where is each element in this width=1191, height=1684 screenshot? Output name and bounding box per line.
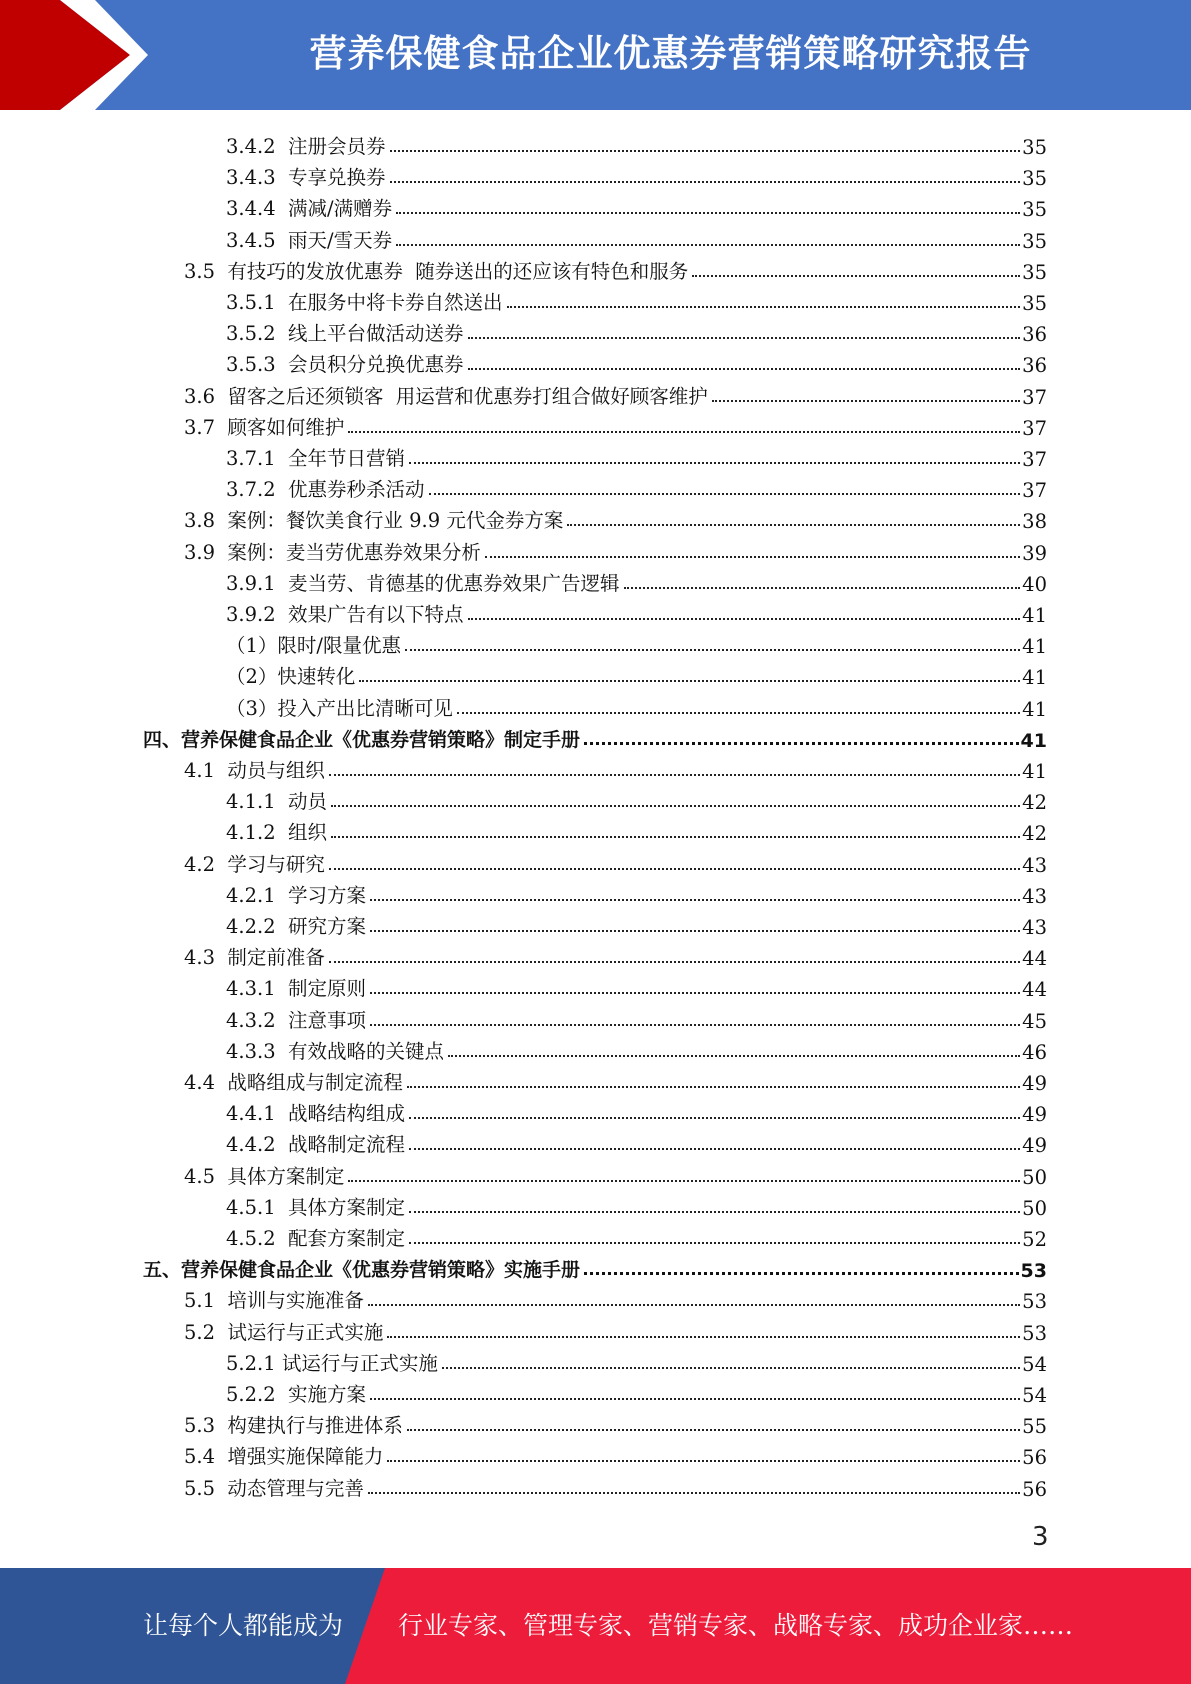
- toc-entry[interactable]: [184, 1158, 1047, 1189]
- toc-entry[interactable]: [184, 752, 1047, 783]
- toc-entry-title: 4.3 制定前准备: [184, 946, 325, 970]
- toc-entry-page: 56: [1022, 1477, 1047, 1501]
- toc-entry[interactable]: [143, 1251, 1047, 1282]
- toc-entry-page: 43: [1022, 884, 1047, 908]
- toc-dot-leader: [348, 1180, 1020, 1182]
- toc-entry-page: 53: [1022, 1290, 1047, 1314]
- toc-entry-title: 3.5 有技巧的发放优惠券 随券送出的还应该有特色和服务: [184, 259, 689, 283]
- toc-entry-page: 49: [1022, 1103, 1047, 1127]
- toc-dot-leader: [409, 1117, 1020, 1119]
- toc-dot-leader: [457, 712, 1020, 714]
- toc-entry-page: 36: [1022, 323, 1047, 347]
- toc-entry[interactable]: [184, 253, 1047, 284]
- toc-dot-leader: [396, 212, 1020, 214]
- toc-entry-title: 5.5 动态管理与完善: [184, 1476, 364, 1500]
- toc-dot-leader: [387, 1460, 1020, 1462]
- toc-entry[interactable]: [184, 502, 1047, 533]
- toc-dot-leader: [390, 150, 1021, 152]
- toc-dot-leader: [584, 1272, 1019, 1275]
- toc-entry[interactable]: [226, 471, 1047, 502]
- toc-entry-page: 37: [1022, 448, 1047, 471]
- toc-entry-page: 41: [1022, 760, 1047, 783]
- toc-entry-page: 42: [1022, 791, 1047, 815]
- toc-entry-page: 35: [1022, 260, 1047, 284]
- toc-entry[interactable]: [226, 1126, 1047, 1157]
- toc-dot-leader: [329, 774, 1020, 776]
- toc-entry-title: 4.5.2 配套方案制定: [226, 1227, 406, 1250]
- toc-entry[interactable]: [226, 877, 1047, 908]
- toc-entry-title: 5.3 构建执行与推进体系: [184, 1414, 403, 1438]
- toc-entry-title: 4.2.1 学习方案: [226, 883, 367, 907]
- toc-entry-page: 38: [1022, 510, 1047, 534]
- toc-dot-leader: [396, 244, 1020, 246]
- toc-entry-page: 44: [1022, 978, 1047, 1002]
- toc-entry[interactable]: [226, 908, 1047, 939]
- toc-entry-page: 56: [1022, 1446, 1047, 1470]
- toc-entry-title: 3.4.3 专享兑换券: [226, 166, 386, 190]
- toc-dot-leader: [390, 181, 1021, 183]
- toc-entry-title: 3.8 案例：餐饮美食行业 9.9 元代金券方案: [184, 509, 564, 533]
- toc-entry-title: 4.5.1 具体方案制定: [226, 1195, 406, 1219]
- toc-dot-leader: [468, 337, 1021, 339]
- toc-entry-page: 40: [1022, 572, 1047, 596]
- toc-entry[interactable]: [184, 378, 1047, 409]
- toc-entry-title: 3.9.2 效果广告有以下特点: [226, 603, 464, 626]
- toc-entry-page: 45: [1022, 1009, 1047, 1033]
- toc-entry[interactable]: [226, 1033, 1047, 1064]
- toc-entry-title: 4.4.1 战略结构组成: [226, 1102, 406, 1126]
- toc-entry-title: 3.7.2 优惠券秒杀活动: [226, 478, 425, 502]
- toc-entry[interactable]: [226, 1189, 1047, 1220]
- toc-entry[interactable]: [226, 1376, 1047, 1407]
- toc-entry-page: 54: [1022, 1352, 1047, 1376]
- toc-dot-leader: [692, 275, 1020, 277]
- toc-dot-leader: [442, 1367, 1020, 1369]
- toc-dot-leader: [370, 1024, 1020, 1026]
- toc-entry-page: 50: [1022, 1196, 1047, 1220]
- toc-entry[interactable]: [226, 284, 1047, 315]
- toc-entry-page: 35: [1022, 198, 1047, 222]
- toc-entry[interactable]: [184, 1282, 1047, 1313]
- toc-entry-title: 3.7 顾客如何维护: [184, 415, 345, 439]
- toc-entry-page: 41: [1022, 666, 1047, 690]
- toc-entry[interactable]: [226, 596, 1047, 627]
- toc-entry-title: 3.4.2 注册会员券: [226, 135, 386, 158]
- toc-entry-page: 36: [1022, 354, 1047, 378]
- toc-entry-page: 46: [1022, 1040, 1047, 1064]
- toc-entry-title: 4.1.2 组织: [226, 821, 328, 845]
- toc-dot-leader: [407, 1086, 1020, 1088]
- toc-entry[interactable]: [184, 939, 1047, 970]
- toc-entry-title: 4.1.1 动员: [226, 790, 328, 814]
- toc-entry[interactable]: [184, 534, 1047, 565]
- toc-entry-page: 37: [1022, 479, 1047, 503]
- toc-dot-leader: [387, 1336, 1020, 1338]
- toc-entry-page: 43: [1022, 853, 1047, 877]
- toc-dot-leader: [329, 868, 1020, 870]
- toc-entry[interactable]: [226, 222, 1047, 253]
- toc-entry[interactable]: [226, 346, 1047, 377]
- toc-dot-leader: [370, 930, 1020, 932]
- toc-entry[interactable]: [184, 1064, 1047, 1095]
- toc-entry[interactable]: [226, 627, 1047, 658]
- toc-entry-title: 3.5.3 会员积分兑换优惠券: [226, 353, 464, 377]
- toc-entry-page: 37: [1022, 385, 1047, 409]
- toc-dot-leader: [409, 1211, 1020, 1213]
- toc-entry-page: 35: [1022, 229, 1047, 253]
- toc-entry-title: 4.2 学习与研究: [184, 852, 325, 876]
- toc-entry[interactable]: [184, 409, 1047, 440]
- toc-dot-leader: [405, 649, 1020, 651]
- toc-dot-leader: [329, 961, 1020, 963]
- toc-entry-page: 37: [1022, 416, 1047, 440]
- toc-entry-title: 3.5.2 线上平台做活动送券: [226, 322, 464, 346]
- toc-dot-leader: [409, 1242, 1020, 1244]
- toc-dot-leader: [409, 462, 1020, 464]
- toc-dot-leader: [370, 1398, 1020, 1400]
- toc-entry-page: 41: [1022, 604, 1047, 627]
- toc-entry-page: 55: [1022, 1415, 1047, 1439]
- toc-entry-title: 5.4 增强实施保障能力: [184, 1445, 384, 1469]
- toc-entry-page: 44: [1022, 947, 1047, 971]
- toc-entry[interactable]: [226, 814, 1047, 845]
- toc-entry[interactable]: [226, 1002, 1047, 1033]
- toc-entry-title: 4.5 具体方案制定: [184, 1164, 345, 1188]
- toc-dot-leader: [370, 899, 1020, 901]
- toc-entry-title: 3.7.1 全年节日营销: [226, 447, 406, 470]
- toc-entry-title: 4.3.2 注意事项: [226, 1008, 367, 1032]
- toc-entry-page: 42: [1022, 822, 1047, 846]
- toc-dot-leader: [348, 431, 1020, 433]
- toc-entry[interactable]: [184, 1314, 1047, 1345]
- toc-entry-page: 49: [1022, 1134, 1047, 1158]
- toc-entry-page: 49: [1022, 1072, 1047, 1095]
- toc-entry-page: 41: [1022, 635, 1047, 659]
- toc-entry[interactable]: [184, 1470, 1047, 1501]
- toc-entry-title: 4.2.2 研究方案: [226, 915, 367, 938]
- toc-entry-title: 4.4 战略组成与制定流程: [184, 1071, 403, 1094]
- toc-entry-page: 54: [1022, 1384, 1047, 1407]
- toc-entry-title: 5.2.2 实施方案: [226, 1383, 367, 1406]
- toc-dot-leader: [331, 805, 1020, 807]
- toc-dot-leader: [368, 1304, 1020, 1306]
- toc-entry-title: 4.3.1 制定原则: [226, 977, 367, 1001]
- toc-entry[interactable]: [226, 1095, 1047, 1126]
- toc-dot-leader: [368, 1492, 1020, 1494]
- page-number: 3: [1032, 1522, 1049, 1552]
- toc-entry[interactable]: [184, 1407, 1047, 1438]
- toc-entry[interactable]: [226, 565, 1047, 596]
- toc-entry-page: 35: [1022, 167, 1047, 191]
- toc-entry[interactable]: [226, 315, 1047, 346]
- toc-entry-title: （1）限时/限量优惠: [226, 634, 401, 658]
- toc-dot-leader: [407, 1429, 1020, 1431]
- toc-entry[interactable]: [226, 440, 1047, 471]
- toc-entry-page: 35: [1022, 136, 1047, 159]
- toc-entry[interactable]: [226, 159, 1047, 190]
- toc-dot-leader: [624, 587, 1021, 589]
- toc-dot-leader: [567, 524, 1020, 526]
- toc-entry-title: 3.9 案例：麦当劳优惠券效果分析: [184, 540, 481, 564]
- toc-dot-leader: [370, 992, 1020, 994]
- toc-entry-page: 35: [1022, 292, 1047, 315]
- toc-entry[interactable]: [184, 1438, 1047, 1469]
- toc-entry-title: 3.4.4 满减/满赠券: [226, 197, 393, 221]
- toc-entry-title: 四、营养保健食品企业《优惠券营销策略》制定手册: [143, 728, 581, 751]
- toc-entry-title: 3.6 留客之后还须锁客 用运营和优惠券打组合做好顾客维护: [184, 384, 708, 408]
- footer-tagline: 行业专家、管理专家、营销专家、战略专家、成功企业家……: [398, 1611, 1074, 1640]
- toc-entry[interactable]: [143, 721, 1047, 752]
- footer-slogan: 让每个人都能成为: [143, 1611, 344, 1640]
- toc-entry-page: 43: [1022, 916, 1047, 939]
- toc-entry-title: 3.9.1 麦当劳、肯德基的优惠券效果广告逻辑: [226, 571, 620, 595]
- toc-entry-title: 3.4.5 雨天/雪天券: [226, 228, 393, 252]
- toc-entry-page: 41: [1020, 729, 1047, 752]
- toc-dot-leader: [331, 836, 1020, 838]
- toc-entry-title: 4.1 动员与组织: [184, 759, 325, 782]
- document-title: 营养保健食品企业优惠券营销策略研究报告: [309, 32, 1032, 75]
- toc-dot-leader: [359, 680, 1020, 682]
- toc-entry-title: 5.2.1 试运行与正式实施: [226, 1351, 438, 1375]
- toc-entry-page: 50: [1022, 1165, 1047, 1189]
- toc-entry-title: 5.2 试运行与正式实施: [184, 1320, 384, 1344]
- toc-entry-title: 3.5.1 在服务中将卡券自然送出: [226, 291, 503, 314]
- toc-dot-leader: [429, 493, 1021, 495]
- toc-entry-title: 4.4.2 战略制定流程: [226, 1133, 406, 1157]
- toc-dot-leader: [507, 306, 1021, 308]
- toc-entry-page: 39: [1022, 541, 1047, 565]
- toc-entry[interactable]: [226, 128, 1047, 159]
- toc-entry-title: 五、营养保健食品企业《优惠券营销策略》实施手册: [143, 1259, 581, 1282]
- toc-dot-leader: [409, 1148, 1020, 1150]
- toc-entry[interactable]: [226, 1345, 1047, 1376]
- toc-entry[interactable]: [226, 658, 1047, 689]
- toc-dot-leader: [468, 618, 1021, 620]
- toc-entry-title: （3）投入产出比清晰可见: [226, 696, 453, 720]
- toc-entry-page: 52: [1022, 1228, 1047, 1251]
- toc-entry-title: 4.3.3 有效战略的关键点: [226, 1039, 445, 1063]
- toc-entry-title: 5.1 培训与实施准备: [184, 1289, 364, 1313]
- toc-entry[interactable]: [184, 846, 1047, 877]
- page-header: [0, 0, 1191, 110]
- toc-entry-title: （2）快速转化: [226, 665, 356, 689]
- toc-dot-leader: [468, 368, 1021, 370]
- toc-entry[interactable]: [226, 190, 1047, 221]
- toc-entry-page: 53: [1022, 1321, 1047, 1345]
- toc-entry[interactable]: [226, 690, 1047, 721]
- toc-dot-leader: [584, 742, 1019, 745]
- toc-entry[interactable]: [226, 970, 1047, 1001]
- toc-entry[interactable]: [226, 783, 1047, 814]
- toc-dot-leader: [448, 1055, 1020, 1057]
- toc-entry[interactable]: [226, 1220, 1047, 1251]
- toc-entry-page: 41: [1022, 697, 1047, 721]
- toc-dot-leader: [712, 400, 1020, 402]
- page-footer: [0, 1568, 1191, 1684]
- toc-dot-leader: [485, 556, 1020, 558]
- toc-entry-page: 53: [1020, 1260, 1047, 1283]
